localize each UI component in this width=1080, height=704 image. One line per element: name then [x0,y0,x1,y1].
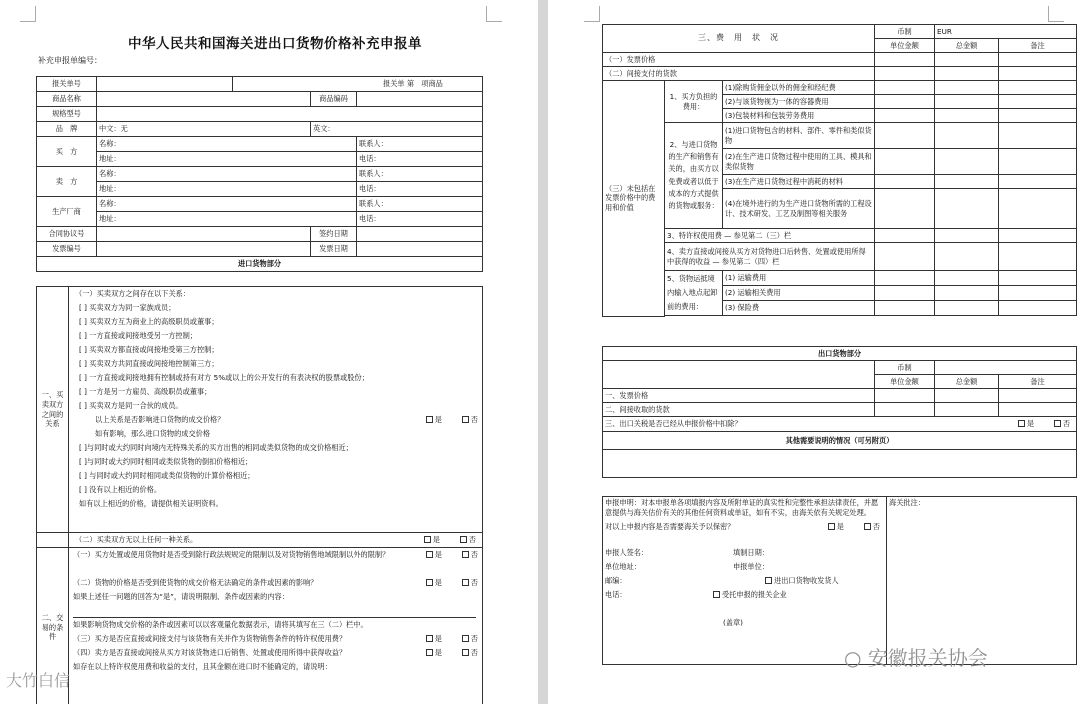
signer-label[interactable]: 申报人签名： [605,548,649,558]
no-label: 否 [468,535,476,544]
g5-item: (3) 保险费 [723,301,875,316]
export-duty-line [603,417,1077,432]
amount-cell[interactable] [935,175,999,189]
buyer-address[interactable]: 地址： [97,152,357,167]
declaration-no-label: 报关单号 [37,77,97,92]
amount-cell[interactable] [935,301,999,316]
import-section-title: 进口货物部分 [37,257,483,272]
signer-line [605,546,884,560]
transaction-note: 如果影响货物成交价格的条件或因素可以以客观量化数据表示，请将其填写在三（二）栏中。 [73,620,368,629]
g1-item: (1)除购货佣金以外的佣金和经纪费 [723,81,875,95]
checkbox-icon[interactable] [1018,420,1025,427]
checkbox-icon[interactable] [828,523,835,530]
brand-label: 品 牌 [37,122,97,137]
manufacturer-label: 生产厂商 [37,197,97,227]
transaction-q2-followup: 如果上述任一问题的回答为“是”，请说明限制、条件或因素的内容： [73,592,289,601]
q1-yes[interactable] [426,548,442,562]
transaction-side-label: 二、交易的条件 [37,548,69,704]
amount-cell[interactable] [875,189,935,229]
amount-cell[interactable] [999,95,1077,109]
unit-address-label[interactable]: 单位地址： [605,562,641,572]
export-blank [603,361,875,389]
importer-label: 进出口货物收发货人 [774,576,839,586]
checkbox-icon[interactable] [713,591,720,598]
yes-label: 是 [434,550,442,559]
affect-yes[interactable] [426,413,442,427]
yes-label: 是 [432,535,440,544]
phone-line [605,588,884,602]
brand-cn[interactable]: 中文：无 [97,122,311,137]
no-label: 否 [470,648,478,657]
invoice-no-value[interactable] [97,242,311,257]
amount-cell[interactable] [875,109,935,123]
customs-note-label: 海关批注： [889,498,925,507]
amount-cell[interactable] [935,109,999,123]
duty-no[interactable] [1054,417,1070,431]
transaction-q3: （三）买方是否应直接或间接支付与该货物有关并作为货物销售条件的特许权使用费？ [73,634,347,643]
customs-note-cell[interactable] [887,497,1077,665]
costs-title: 三、费 用 状 况 [603,25,875,53]
no-label: 否 [470,634,478,643]
relation-intro: （一）买卖双方之间存在以下关系： [75,289,191,298]
crop-mark [584,6,600,22]
checkbox-icon[interactable] [462,635,469,642]
postcode-label[interactable]: 邮编： [605,576,627,586]
transaction-q5: 如存在以上特许权使用费和收益的支付，且其金额在进口时不能确定的，请说明： [73,662,332,671]
amount-cell[interactable] [935,53,999,67]
amount-cell[interactable] [935,271,999,286]
checkbox-icon[interactable] [424,536,431,543]
checkbox-icon[interactable] [765,577,772,584]
amount-cell[interactable] [935,403,999,417]
seller-phone[interactable]: 电话： [357,182,483,197]
export-currency-label: 币制 [875,361,935,375]
brand-en[interactable]: 英文： [311,122,483,137]
checkbox-icon[interactable] [462,579,469,586]
yes-label: 是 [434,648,442,657]
goods-code-value[interactable] [357,92,483,107]
amount-cell[interactable] [999,189,1077,229]
item-suffix: 项商品 [421,79,443,89]
amount-cell[interactable] [875,67,935,81]
checkbox-icon[interactable] [426,416,433,423]
relation-item[interactable]: [ ] 买卖双方为同一家族成员； [79,303,176,312]
g5-label: 5、货物运抵境内输入地点起卸前的费用： [665,271,723,316]
fill-date-label[interactable]: 填制日期： [733,548,769,558]
page-gutter [538,0,548,704]
currency-value[interactable]: EUR [935,25,1077,39]
checkbox-icon[interactable] [426,635,433,642]
q4-no[interactable] [462,646,478,660]
proof-item[interactable]: [ ]与同时或大约同时向境内无特殊关系的买方出售的相同或类似货物的成交价格相近； [79,443,353,452]
affect-question-line [75,413,482,427]
yes-label: 是 [1026,419,1035,428]
amount-cell[interactable] [875,243,935,271]
no-label: 否 [470,415,478,424]
excluded-label: （三）未包括在发票价格中的费用和价值 [603,81,665,317]
amount-cell[interactable] [875,229,935,243]
no-relation: （二）买卖双方无以上任何一种关系。 [75,535,198,544]
duty-yes[interactable] [1018,417,1034,431]
g5-item: (1) 运输费用 [723,271,875,286]
proof-note: 如有以上相近的价格，请提供相关证明资料。 [79,499,223,508]
export-duty-question: 三、出口关税是否已经从申报价格中扣除？ [605,419,742,428]
transaction-q1: （一）买方处置或使用货物时是否受到除行政法规规定的限制以及对货物销售地域限制以外的限制？ [73,550,390,559]
contract-no-value[interactable] [97,227,311,242]
costs-table [602,24,1077,317]
affected-intro: 如有影响，那么进口货物的成交价格 [95,429,211,438]
no-label: 否 [872,522,880,532]
other-info-title: 其他需要说明的情况（可另附页） [603,432,1077,450]
q2-yes[interactable] [426,576,442,590]
secret-question: 对以上申报内容是否需要海关予以保密？ [605,522,735,532]
amount-cell[interactable] [999,389,1077,403]
page-2 [548,0,1080,704]
affect-question: 以上关系是否影响进口货物的成交价格？ [95,415,225,424]
checkbox-icon[interactable] [460,536,467,543]
secret-no[interactable] [864,520,880,534]
other-info-input[interactable] [603,450,1077,478]
no-label: 否 [470,550,478,559]
declaration-statement: 申报申明：对本申报单各项填报内容及所附单证的真实性和完整性承担法律责任，并愿意提供与海关估价有关的其他任何资料或单证，如有不实，由海关依有关规定处理。 [605,498,879,518]
relation-item[interactable]: [ ] 买卖双方共同直接或间接地控制第三方； [79,359,219,368]
secret-yes[interactable] [828,520,844,534]
buyer-phone[interactable]: 电话： [357,152,483,167]
agent-label: 受托申报的报关企业 [722,590,787,600]
transaction-q4-line [73,646,482,660]
relation-item[interactable]: [ ] 一方直接或间接地受另一方控制； [79,331,197,340]
secret-line [605,520,884,534]
amount-cell[interactable] [999,123,1077,149]
amount-cell[interactable] [999,286,1077,301]
declaration-table [602,496,1077,665]
g1-label: 1、买方负担的费用： [665,81,723,123]
transaction-q4: （四）卖方是否直接或间接从买方对该货物进口后销售、处置或使用所得中获得收益？ [73,648,347,657]
g2-item: (2)在生产进口货物过程中使用的工具、模具和类似货物 [723,149,875,175]
buyer-label: 买 方 [37,137,97,167]
amount-cell[interactable] [935,229,999,243]
transaction-q2-line [73,576,482,590]
amount-cell[interactable] [999,403,1077,417]
amount-cell[interactable] [935,81,999,95]
checkbox-icon[interactable] [1054,420,1061,427]
goods-name-label: 商品名称 [37,92,97,107]
amount-cell[interactable] [935,95,999,109]
amount-cell[interactable] [935,189,999,229]
amount-cell[interactable] [935,389,999,403]
invoice-date-label: 发票日期 [311,242,357,257]
invoice-date-value[interactable] [357,242,483,257]
amount-cell[interactable] [999,67,1077,81]
crop-mark [1048,6,1064,22]
checkbox-icon[interactable] [462,416,469,423]
amount-cell[interactable] [875,123,935,149]
proof-item[interactable]: [ ] 没有以上相近的价格。 [79,485,162,494]
remarks-header: 备注 [999,39,1077,53]
supplement-no-label: 补充申报单编号： [38,56,102,65]
g1-item: (3)包装材料和包装劳务费用 [723,109,875,123]
amount-cell[interactable] [999,271,1077,286]
amount-cell[interactable] [999,53,1077,67]
export-unit-header: 单位金额 [875,375,935,389]
checkbox-icon[interactable] [864,523,871,530]
amount-cell[interactable] [935,243,999,271]
no-relation-yes[interactable] [424,533,440,547]
relation-table [36,286,483,704]
affect-no[interactable] [462,413,478,427]
blank-side [37,533,69,548]
amount-cell[interactable] [999,175,1077,189]
seal-label: (盖章) [723,618,743,628]
indirect-label: （二）间接支付的货款 [603,67,875,81]
q1-no[interactable] [462,548,478,562]
g2-item: (1)进口货物包含的材料、部件、零件和类似货物 [723,123,875,149]
total-amount-header: 总金额 [935,39,999,53]
proof-item[interactable]: [ ]与同时或大约同时相同或类似货物的倒扣价格相近； [79,457,253,466]
importer-option[interactable] [765,574,839,588]
manufacturer-address[interactable]: 地址： [97,212,357,227]
checkbox-icon[interactable] [462,649,469,656]
amount-cell[interactable] [999,109,1077,123]
checkbox-icon[interactable] [426,649,433,656]
goods-code-label: 商品编码 [311,92,357,107]
no-label: 否 [470,578,478,587]
amount-cell[interactable] [935,67,999,81]
amount-cell[interactable] [999,243,1077,271]
postcode-line [605,574,884,588]
g2-item: (3)在生产进口货物过程中消耗的材料 [723,175,875,189]
phone-label[interactable]: 电话： [605,590,627,600]
amount-cell[interactable] [935,149,999,175]
transaction-q3-line [73,632,482,646]
goods-name-value[interactable] [97,92,311,107]
seller-name[interactable]: 名称： [97,167,357,182]
g2-label: 2、与进口货物的生产和销售有关的，由买方以免费或者以低于成本的方式提供的货物或服务： [665,123,723,229]
q4-yes[interactable] [426,646,442,660]
relation-item[interactable]: [ ] 买卖双方是同一合伙的成员。 [79,401,183,410]
g4-label: 4、卖方直接或间接从买方对货物进口后转售、处置或使用所得中获得的收益 — 参见第二（四）栏 [665,243,875,271]
declaration-item-label: 报关单 第 [383,79,415,89]
spec-model-value[interactable] [97,107,483,122]
export-remarks-header: 备注 [999,375,1077,389]
relation-item[interactable]: [ ] 买卖双方都直接或间接地受第三方控制； [79,345,219,354]
amount-cell[interactable] [999,301,1077,316]
invoice-no-label: 发票编号 [37,242,97,257]
sign-date-value[interactable] [357,227,483,242]
seller-address[interactable]: 地址： [97,182,357,197]
no-relation-line [69,533,483,548]
page-title: 中华人民共和国海关进出口货物价格补充申报单 [128,36,422,52]
declaration-cell [603,497,887,665]
manufacturer-contact[interactable]: 联系人： [357,197,483,212]
amount-cell[interactable] [999,81,1077,95]
declaration-item-cell [233,77,483,92]
page-1 [0,0,538,704]
relation-item[interactable]: [ ] 买卖双方互为商业上的高级职员或董事； [79,317,219,326]
amount-cell[interactable] [875,149,935,175]
checkbox-icon[interactable] [426,551,433,558]
amount-cell[interactable] [935,286,999,301]
q3-no[interactable] [462,632,478,646]
watermark-right [844,642,988,671]
watermark-text: 安徽报关协会 [867,646,988,670]
no-relation-no[interactable] [460,533,476,547]
buyer-contact[interactable]: 联系人： [357,137,483,152]
relation-side-label: 一、买卖双方之间的关系 [37,287,69,533]
export-invoice-label: 一、发票价格 [603,389,875,403]
amount-cell[interactable] [999,229,1077,243]
header-table [36,76,483,272]
amount-cell[interactable] [875,81,935,95]
yes-label: 是 [836,522,844,532]
amount-cell[interactable] [875,175,935,189]
relation-item[interactable]: [ ] 一方直接或间接地拥有控制或持有对方 5%或以上的公开发行的有表决权的股票或股份； [79,373,369,382]
currency-label: 币制 [875,25,935,39]
g2-item: (4)在境外进行的为生产进口货物所需的工程设计、技术研发、工艺及制图等相关服务 [723,189,875,229]
g1-item: (2)与该货物视为一体的容器费用 [723,95,875,109]
export-total-header: 总金额 [935,375,999,389]
amount-cell[interactable] [875,271,935,286]
export-currency-value[interactable] [935,361,1077,375]
amount-cell[interactable] [935,123,999,149]
q3-yes[interactable] [426,632,442,646]
amount-cell[interactable] [875,53,935,67]
relation-item[interactable]: [ ] 一方是另一方雇员、高级职员或董事； [79,387,212,396]
yes-label: 是 [434,634,442,643]
checkbox-icon[interactable] [462,551,469,558]
amount-cell[interactable] [875,95,935,109]
transaction-q2: （二）货物的价格是否受到使货物的成交价格无法确定的条件或因素的影响？ [73,578,318,587]
amount-cell[interactable] [875,286,935,301]
q2-no[interactable] [462,576,478,590]
invoice-price-label: （一）发票价格 [603,53,875,67]
seller-contact[interactable]: 联系人： [357,167,483,182]
manufacturer-phone[interactable]: 电话： [357,212,483,227]
declaration-no-value[interactable] [97,77,233,92]
declaring-unit-label[interactable]: 申报单位： [733,562,769,572]
transaction-q1-line [73,548,482,576]
amount-cell[interactable] [875,389,935,403]
unit-amount-header: 单位金额 [875,39,935,53]
spec-model-label: 规格型号 [37,107,97,122]
export-table [602,346,1077,478]
manufacturer-name[interactable]: 名称： [97,197,357,212]
amount-cell[interactable] [999,149,1077,175]
amount-cell[interactable] [875,301,935,316]
crop-mark [486,6,502,22]
yes-label: 是 [434,415,442,424]
restriction-input-line[interactable] [73,604,476,618]
buyer-name[interactable]: 名称： [97,137,357,152]
export-indirect-label: 二、间接收取的货款 [603,403,875,417]
sign-date-label: 签约日期 [311,227,357,242]
g5-item: (2) 运输相关费用 [723,286,875,301]
checkbox-icon[interactable] [426,579,433,586]
contract-no-label: 合同协议号 [37,227,97,242]
wechat-icon: ○ [844,646,862,670]
amount-cell[interactable] [875,403,935,417]
watermark-left: 大竹白信 [6,671,71,690]
yes-label: 是 [434,578,442,587]
unit-line [605,560,884,574]
g3-label: 3、特许权使用费 — 参见第二（三）栏 [665,229,875,243]
agent-option[interactable] [713,588,787,602]
no-label: 否 [1062,419,1071,428]
export-section-title: 出口货物部分 [603,347,1077,361]
seller-label: 卖 方 [37,167,97,197]
proof-item[interactable]: [ ] 与同时或大约同时相同或类似货物的计算价格相近； [79,471,255,480]
crop-mark [20,6,36,22]
